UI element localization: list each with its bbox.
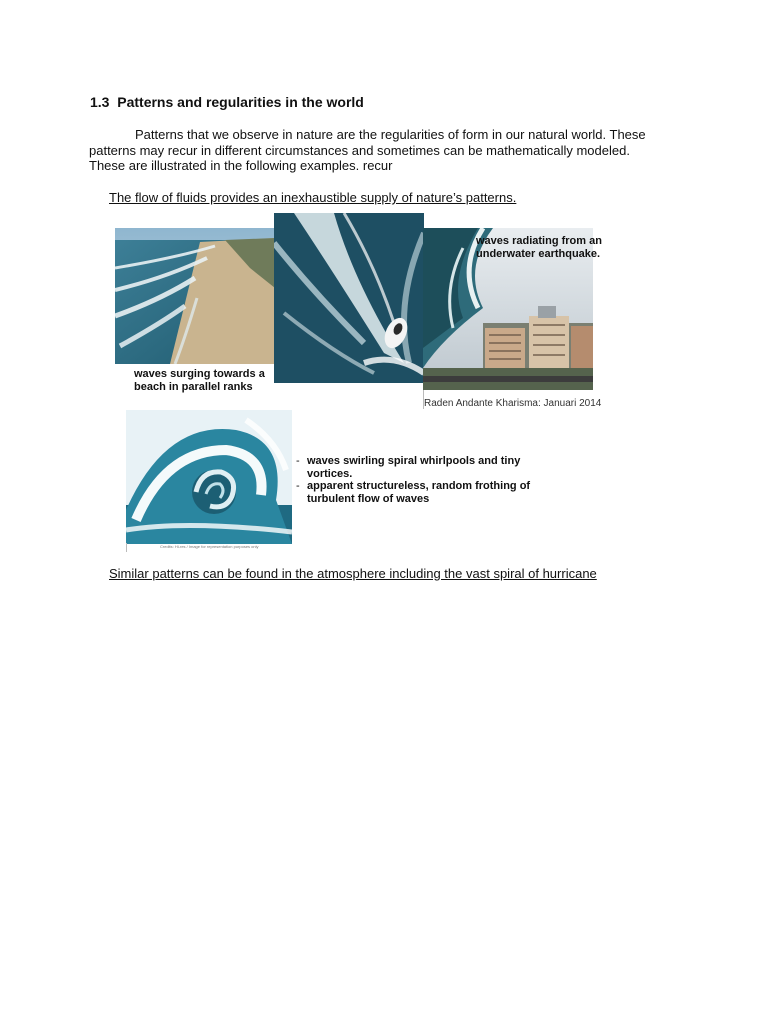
fluids-heading: The flow of fluids provides an inexhaustible supply of nature’s patterns. [109,190,517,205]
section-heading [90,94,364,110]
curling-wave-photo [126,410,292,544]
beach-caption: waves surging towards a beach in parallel ranks [134,368,265,393]
bullet-item: - waves swirling spiral whirlpools and tiny vortices. [296,455,546,480]
bullet-item: - apparent structureless, random frothing of turbulent flow of waves [296,480,546,505]
intro-line-2: patterns may recur in different circumstances and sometimes can be mathematically modeled. [89,142,630,158]
boat-wake-photo [274,213,424,383]
section-title: Patterns and regularities in the world [117,94,364,110]
intro-line-1: Patterns that we observe in nature are the regularities of form in our natural world. These [135,127,646,142]
earthquake-caption: waves radiating from an underwater earthquake. [476,235,602,260]
beach-waves-photo [115,228,275,364]
atmosphere-heading: Similar patterns can be found in the atmosphere including the vast spiral of hurricane [109,566,597,581]
bullet-text: apparent structureless, random frothing of turbulent flow of waves [307,480,531,505]
wave-credit-divider [126,543,127,552]
wave-photo-credit: Credits: Hi-res / Image for representation purposes only [160,544,259,549]
intro-paragraph [89,127,689,174]
bullet-text: waves swirling spiral whirlpools and tiny vortices. [307,455,521,480]
wave-bullet-list [296,455,546,505]
photo-credit: Raden Andante Kharisma: Januari 2014 [424,398,602,409]
section-number: 1.3 [90,94,110,110]
intro-line-3: These are illustrated in the following examples. recur [89,158,393,173]
